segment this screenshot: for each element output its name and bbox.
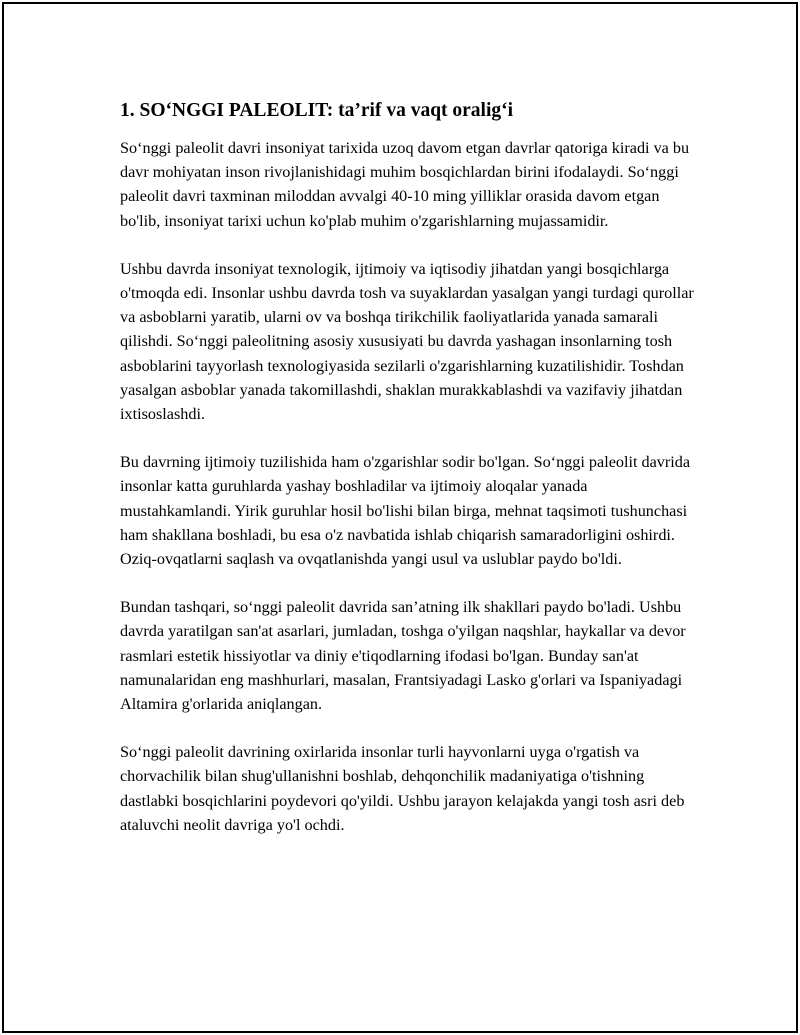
document-body — [120, 97, 700, 861]
paragraph-1: So‘nggi paleolit davri insoniyat tarixida uzoq davom etgan davrlar qatoriga kiradi va bu davr mohiyatan inson rivojlanishidagi muhim bosqichlardan birini ifodalaydi. So‘nggi paleolit davri taxminan miloddan avvalgi 40-10 ming yilliklar orasida davom etgan bo'lib, insoniyat tarixi uchun ko'plab muhim o'zgarishlarning mujassamidir. — [120, 139, 690, 230]
document-page — [2, 2, 798, 1033]
paragraph-3: Bu davrning ijtimoiy tuzilishida ham o'zgarishlar sodir bo'lgan. So‘nggi paleolit davrida insonlar katta guruhlarda yashay boshladilar va ijtimoiy aloqalar yanada mustahkamlandi. Yirik guruhlar hosil bo'lishi bilan birga, mehnat taqsimoti tushunchasi ham shakllana boshladi, bu esa o'z navbatida ishlab chiqarish samaradorligini oshirdi. Oziq-ovqatlarni saqlash va ovqatlanishda yangi usul va uslublar paydo bo'ldi. — [120, 453, 691, 569]
paragraph-2: Ushbu davrda insoniyat texnologik, ijtimoiy va iqtisodiy jihatdan yangi bosqichlarga o'tmoqda edi. Insonlar ushbu davrda tosh va suyaklardan yasalgan yangi turdagi qurollar va asboblarni yaratib, ularni ov va boshqa tirikchilik faoliyatlarida yanada samarali qilishdi. So‘nggi paleolitning asosiy xususiyati bu davrda yashagan insonlarning tosh asboblarini tayyorlash texnologiyasida sezilarli o'zgarishlarning kuzatilishidir. Toshdan yasalgan asboblar yanada takomillashdi, shaklan murakkablashdi va vazifaviy jihatdan ixtisoslashdi. — [120, 259, 694, 424]
paragraph-5: So‘nggi paleolit davrining oxirlarida insonlar turli hayvonlarni uyga o'rgatish va chorvachilik bilan shug'ullanishni boshlab, dehqonchilik madaniyatiga o'tishning dastlabki bosqichlarini poydevori qo'yildi. Ushbu jarayon kelajakda yangi tosh asri deb ataluvchi neolit davriga yo'l ochdi. — [120, 743, 685, 834]
paragraph-4: Bundan tashqari, so‘nggi paleolit davrida san’atning ilk shakllari paydo bo'ladi. Ushbu davrda yaratilgan san'at asarlari, jumladan, toshga o'yilgan naqshlar, haykallar va devor rasmlari estetik hissiyotlar va diniy e'tiqodlarning ifodasi bo'lgan. Bunday san'at namunalaridan eng mashhurlari, masalan, Frantsiyadagi Lasko g'orlari va Ispaniyadagi Altamira g'orlarida aniqlangan. — [120, 598, 686, 714]
section-heading: 1. SO‘NGGI PALEOLIT: ta’rif va vaqt oralig‘i — [120, 100, 514, 121]
